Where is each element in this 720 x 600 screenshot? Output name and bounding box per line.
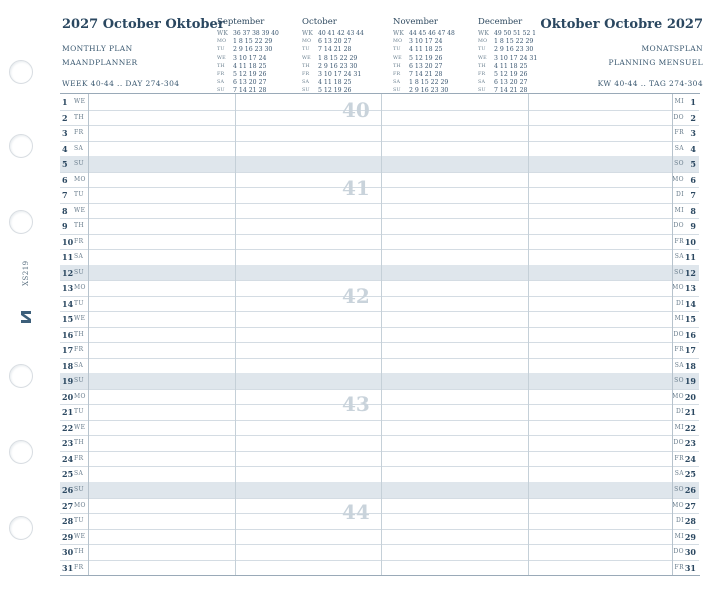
day-name-de: DI xyxy=(676,517,684,525)
day-row[interactable] xyxy=(60,94,699,111)
day-number-right: 2 xyxy=(690,112,696,123)
day-number-right: 1 xyxy=(690,97,696,107)
day-number: 7 xyxy=(62,190,68,201)
day-number: 26 xyxy=(62,485,74,495)
day-name-en: MO xyxy=(74,284,86,292)
mini-day-name: WE xyxy=(478,55,487,61)
column-divider xyxy=(381,94,382,576)
mini-calendar-1 xyxy=(302,17,366,96)
day-name-de: DI xyxy=(676,299,684,307)
mini-day-name: WE xyxy=(393,55,402,61)
day-row[interactable] xyxy=(60,404,699,421)
day-name-en: TH xyxy=(74,548,85,556)
day-number-right: 22 xyxy=(684,422,696,433)
mini-day-name: FR xyxy=(302,72,310,78)
day-row[interactable] xyxy=(60,342,699,359)
day-name-de: FR xyxy=(674,129,684,137)
mini-day-dates: 4 11 18 25 xyxy=(409,46,443,54)
punch-hole xyxy=(9,134,33,158)
day-row[interactable] xyxy=(60,544,699,561)
column-divider xyxy=(235,94,236,576)
week-range-right: KW 40-44 .. TAG 274-304 xyxy=(597,79,703,88)
day-row[interactable] xyxy=(60,280,699,297)
day-number-right: 12 xyxy=(684,267,696,278)
day-number-right: 13 xyxy=(684,283,696,294)
day-name-de: DI xyxy=(676,408,684,416)
day-row[interactable] xyxy=(60,451,699,468)
mini-calendar-table xyxy=(393,30,457,96)
mini-calendar-table xyxy=(302,30,366,96)
day-row[interactable] xyxy=(60,203,699,220)
mini-day-dates: 1 8 15 22 29 xyxy=(318,54,358,62)
day-number-right: 18 xyxy=(684,360,696,371)
mini-day-name: MO xyxy=(217,39,227,45)
day-name-de: MI xyxy=(674,532,684,540)
mini-day-name: TU xyxy=(217,47,225,53)
mini-day-name: TH xyxy=(478,63,486,69)
mini-day-dates: 5 12 19 26 xyxy=(494,71,528,79)
day-name-de: DI xyxy=(676,191,684,199)
mini-day-name: SU xyxy=(478,88,486,94)
day-name-de: DO xyxy=(673,439,684,447)
day-name-en: WE xyxy=(74,206,86,214)
day-row[interactable] xyxy=(60,249,699,266)
day-name-en: TU xyxy=(74,517,84,525)
day-name-de: MO xyxy=(672,175,684,183)
day-number-right: 7 xyxy=(690,190,696,201)
label-monatsplan: MONATSPLAN xyxy=(641,44,703,53)
day-row[interactable] xyxy=(60,560,699,577)
day-name-en: MO xyxy=(74,501,86,509)
mini-day-name: SA xyxy=(217,80,225,86)
day-number-right: 6 xyxy=(690,174,696,185)
label-maandplanner: MAANDPLANNER xyxy=(62,58,138,67)
day-number-right: 27 xyxy=(684,500,696,511)
day-number-right: 9 xyxy=(690,221,696,232)
day-number: 8 xyxy=(62,205,68,216)
mini-day-name: SU xyxy=(393,88,401,94)
day-number: 24 xyxy=(62,453,74,464)
day-name-de: SO xyxy=(674,160,684,168)
mini-calendar-month: November xyxy=(393,17,438,27)
day-name-en: TH xyxy=(74,330,85,338)
week-label: WK xyxy=(217,30,229,37)
day-number: 15 xyxy=(62,314,74,325)
mini-day-dates: 3 10 17 24 31 xyxy=(318,71,362,79)
mini-day-name: SA xyxy=(302,80,310,86)
mini-day-dates: 3 10 17 24 xyxy=(409,38,443,46)
day-name-de: SO xyxy=(674,486,684,493)
day-number: 20 xyxy=(62,391,74,402)
day-number: 17 xyxy=(62,345,74,356)
week-numbers: 44 45 46 47 48 xyxy=(409,30,455,37)
mini-day-dates: 3 10 17 24 xyxy=(233,54,267,62)
day-name-en: SA xyxy=(74,144,84,152)
day-row[interactable] xyxy=(60,172,699,189)
mini-calendar-2 xyxy=(393,17,457,96)
day-number: 18 xyxy=(62,360,74,371)
day-name-en: SU xyxy=(74,486,84,493)
punch-hole xyxy=(9,60,33,84)
day-number: 29 xyxy=(62,531,74,542)
punch-hole xyxy=(9,516,33,540)
mini-calendar-table xyxy=(478,30,539,96)
day-row[interactable] xyxy=(60,482,699,499)
mini-day-name: SA xyxy=(393,80,401,86)
day-row[interactable] xyxy=(60,218,699,235)
day-name-en: WE xyxy=(74,98,86,105)
mini-day-dates: 6 13 20 27 xyxy=(318,38,352,46)
day-name-en: WE xyxy=(74,532,86,540)
column-divider xyxy=(672,94,673,576)
mini-day-dates: 1 8 15 22 29 xyxy=(409,79,449,87)
day-number-right: 19 xyxy=(684,376,696,387)
day-name-en: FR xyxy=(74,129,84,137)
mini-day-name: WE xyxy=(302,55,311,61)
day-name-en: SU xyxy=(74,268,84,276)
day-row[interactable] xyxy=(60,141,699,158)
day-row[interactable] xyxy=(60,389,699,406)
day-name-de: SA xyxy=(674,144,684,152)
day-number: 19 xyxy=(62,376,74,387)
day-number: 21 xyxy=(62,407,74,418)
mini-day-dates: 4 11 18 25 xyxy=(318,79,352,87)
day-name-de: DO xyxy=(673,113,684,121)
day-name-de: MO xyxy=(672,501,684,509)
mini-day-name: MO xyxy=(302,39,312,45)
day-number: 5 xyxy=(62,159,68,170)
day-name-en: MO xyxy=(74,175,86,183)
day-number-right: 21 xyxy=(684,407,696,418)
mini-day-dates: 2 9 16 23 30 xyxy=(318,62,358,70)
day-name-en: FR xyxy=(74,237,84,245)
day-row[interactable] xyxy=(60,156,699,173)
mini-day-dates: 1 8 15 22 29 xyxy=(233,38,273,46)
week-number-watermark: 41 xyxy=(342,176,370,200)
mini-day-dates: 4 11 18 25 xyxy=(233,62,267,70)
mini-day-name: TH xyxy=(393,63,401,69)
mini-day-dates: 6 13 20 27 xyxy=(409,62,443,70)
day-number-right: 20 xyxy=(684,391,696,402)
day-name-en: FR xyxy=(74,454,84,462)
day-number-right: 31 xyxy=(684,562,696,573)
page-title-left: 2027 October Oktober xyxy=(62,17,225,32)
day-number-right: 3 xyxy=(690,128,696,139)
day-name-de: FR xyxy=(674,563,684,571)
day-name-de: DO xyxy=(673,548,684,556)
mini-day-name: TH xyxy=(217,63,225,69)
mini-day-name: FR xyxy=(478,72,486,78)
week-numbers: 40 41 42 43 44 xyxy=(318,30,364,37)
week-label: WK xyxy=(302,30,314,37)
day-name-de: SA xyxy=(674,253,684,261)
day-name-en: SU xyxy=(74,377,84,385)
label-planning-mensuel: PLANNING MENSUEL xyxy=(608,58,703,67)
mini-day-dates: 2 9 16 23 30 xyxy=(409,87,449,95)
punch-hole xyxy=(9,440,33,464)
column-divider xyxy=(528,94,529,576)
day-row[interactable] xyxy=(60,529,699,546)
day-number: 27 xyxy=(62,500,74,511)
day-number-right: 4 xyxy=(690,143,696,154)
day-name-de: DO xyxy=(673,330,684,338)
day-name-en: FR xyxy=(74,563,84,571)
day-number: 16 xyxy=(62,329,74,340)
mini-day-name: FR xyxy=(393,72,401,78)
day-name-en: WE xyxy=(74,423,86,431)
day-number-right: 26 xyxy=(684,485,696,495)
day-number: 4 xyxy=(62,143,68,154)
week-label: WK xyxy=(478,30,490,37)
mini-day-dates: 2 9 16 23 30 xyxy=(233,46,273,54)
day-number-right: 25 xyxy=(684,469,696,480)
mini-day-name: MO xyxy=(478,39,488,45)
day-row[interactable] xyxy=(60,498,699,515)
day-number: 3 xyxy=(62,128,68,139)
punch-hole xyxy=(9,210,33,234)
day-number-right: 30 xyxy=(684,547,696,558)
label-monthly-plan: MONTHLY PLAN xyxy=(62,44,133,53)
day-row[interactable] xyxy=(60,110,699,127)
week-number-watermark: 40 xyxy=(342,98,370,122)
day-name-de: SA xyxy=(674,361,684,369)
mini-day-name: WE xyxy=(217,55,226,61)
day-name-en: FR xyxy=(74,346,84,354)
day-number-right: 5 xyxy=(690,159,696,170)
day-row[interactable] xyxy=(60,358,699,375)
day-name-de: SO xyxy=(674,268,684,276)
day-row[interactable] xyxy=(60,327,699,344)
product-code: XS219 xyxy=(22,260,30,286)
day-name-en: TH xyxy=(74,222,85,230)
day-name-de: SA xyxy=(674,470,684,478)
mini-day-name: MO xyxy=(393,39,403,45)
day-number: 30 xyxy=(62,547,74,558)
day-row[interactable] xyxy=(60,420,699,437)
day-row[interactable] xyxy=(60,466,699,483)
day-row[interactable] xyxy=(60,311,699,328)
day-number: 13 xyxy=(62,283,74,294)
mini-day-dates: 2 9 16 23 30 xyxy=(494,46,534,54)
week-number-watermark: 44 xyxy=(342,500,370,524)
mini-calendar-0 xyxy=(217,17,281,96)
page-title-right: Oktober Octobre 2027 xyxy=(540,17,703,32)
day-row[interactable] xyxy=(60,234,699,251)
mini-day-name: SU xyxy=(217,88,225,94)
day-row[interactable] xyxy=(60,513,699,530)
mini-day-name: TU xyxy=(302,47,310,53)
grid-bottom-rule xyxy=(60,575,700,576)
mini-day-dates: 7 14 21 28 xyxy=(318,46,352,54)
day-number: 28 xyxy=(62,516,74,527)
mini-day-dates: 7 14 21 28 xyxy=(494,87,528,95)
day-name-en: SA xyxy=(74,470,84,478)
mini-day-dates: 7 14 21 28 xyxy=(233,87,267,95)
mini-day-dates: 5 12 19 26 xyxy=(233,71,267,79)
day-number: 22 xyxy=(62,422,74,433)
mini-day-name: TU xyxy=(478,47,486,53)
day-number-right: 24 xyxy=(684,453,696,464)
day-name-en: TU xyxy=(74,299,84,307)
day-number-right: 28 xyxy=(684,516,696,527)
day-number: 23 xyxy=(62,438,74,449)
week-range-left: WEEK 40-44 .. DAY 274-304 xyxy=(62,79,180,88)
week-numbers: 36 37 38 39 40 xyxy=(233,30,279,37)
day-number: 10 xyxy=(62,236,74,247)
day-row[interactable] xyxy=(60,296,699,313)
punch-hole xyxy=(9,364,33,388)
mini-day-dates: 6 13 20 27 xyxy=(233,79,267,87)
day-name-de: MO xyxy=(672,392,684,400)
mini-calendar-table xyxy=(217,30,281,96)
day-name-de: FR xyxy=(674,346,684,354)
day-number-right: 23 xyxy=(684,438,696,449)
day-name-en: SU xyxy=(74,160,84,168)
brand-logo-icon xyxy=(19,309,33,325)
mini-day-name: SU xyxy=(302,88,310,94)
mini-calendar-3 xyxy=(478,17,539,96)
day-name-en: TU xyxy=(74,408,84,416)
mini-day-name: FR xyxy=(217,72,225,78)
day-number: 1 xyxy=(62,97,68,107)
day-row[interactable] xyxy=(60,435,699,452)
mini-calendar-month: September xyxy=(217,17,265,27)
mini-day-name: SA xyxy=(478,80,486,86)
mini-day-name: TU xyxy=(393,47,401,53)
day-number-right: 17 xyxy=(684,345,696,356)
mini-day-dates: 3 10 17 24 31 xyxy=(494,54,538,62)
day-number-right: 29 xyxy=(684,531,696,542)
day-number: 2 xyxy=(62,112,68,123)
mini-day-dates: 4 11 18 25 xyxy=(494,62,528,70)
day-number: 6 xyxy=(62,174,68,185)
day-name-en: TU xyxy=(74,191,84,199)
day-name-de: MI xyxy=(674,98,684,105)
day-number-right: 16 xyxy=(684,329,696,340)
day-name-en: SA xyxy=(74,253,84,261)
mini-day-dates: 7 14 21 28 xyxy=(409,71,443,79)
day-number-right: 15 xyxy=(684,314,696,325)
mini-calendar-month: October xyxy=(302,17,337,27)
day-name-de: DO xyxy=(673,222,684,230)
mini-day-dates: 1 8 15 22 29 xyxy=(494,38,534,46)
mini-day-dates: 5 12 19 26 xyxy=(409,54,443,62)
day-name-en: WE xyxy=(74,315,86,323)
day-name-de: SO xyxy=(674,377,684,385)
day-grid xyxy=(60,94,699,575)
day-number: 14 xyxy=(62,298,74,309)
day-number: 25 xyxy=(62,469,74,480)
day-name-en: SA xyxy=(74,361,84,369)
day-name-de: FR xyxy=(674,237,684,245)
day-number-right: 14 xyxy=(684,298,696,309)
day-number: 9 xyxy=(62,221,68,232)
day-name-en: TH xyxy=(74,439,85,447)
day-number-right: 10 xyxy=(684,236,696,247)
day-number: 12 xyxy=(62,267,74,278)
week-number-watermark: 43 xyxy=(342,392,370,416)
day-name-en: TH xyxy=(74,113,85,121)
day-name-de: MO xyxy=(672,284,684,292)
mini-calendar-month: December xyxy=(478,17,523,27)
week-number-watermark: 42 xyxy=(342,284,370,308)
day-row[interactable] xyxy=(60,373,699,390)
mini-day-dates: 6 13 20 27 xyxy=(494,79,528,87)
column-divider xyxy=(88,94,89,576)
day-name-de: MI xyxy=(674,315,684,323)
mini-day-dates: 5 12 19 26 xyxy=(318,87,352,95)
day-number-right: 11 xyxy=(684,252,696,263)
day-row[interactable] xyxy=(60,187,699,204)
day-row[interactable] xyxy=(60,125,699,142)
day-number: 11 xyxy=(62,252,74,263)
mini-day-name: TH xyxy=(302,63,310,69)
day-row[interactable] xyxy=(60,265,699,282)
day-number-right: 8 xyxy=(690,205,696,216)
week-numbers: 49 50 51 52 1 xyxy=(494,30,536,37)
week-label: WK xyxy=(393,30,405,37)
day-name-de: MI xyxy=(674,206,684,214)
day-number: 31 xyxy=(62,562,74,573)
day-name-en: MO xyxy=(74,392,86,400)
day-name-de: FR xyxy=(674,454,684,462)
day-name-de: MI xyxy=(674,423,684,431)
